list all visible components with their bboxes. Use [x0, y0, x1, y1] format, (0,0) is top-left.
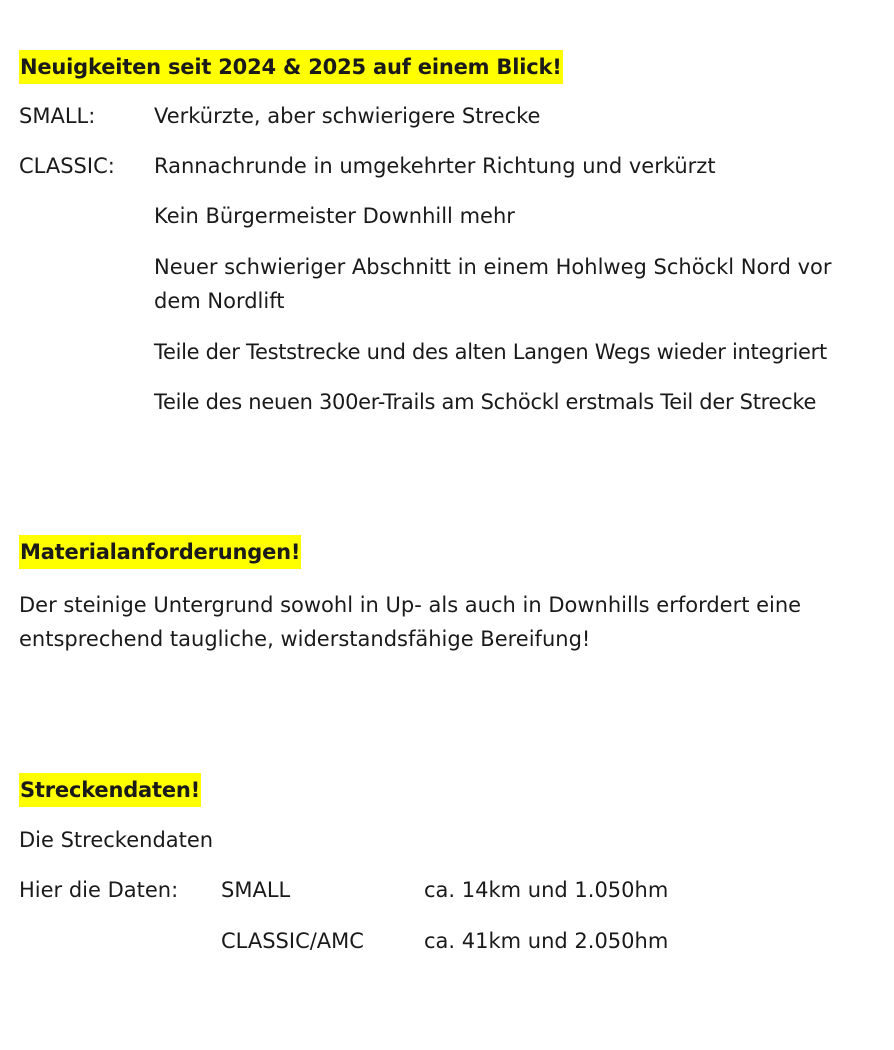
route-value: ca. 14km und 1.050hm	[424, 878, 669, 902]
classic-item: Neuer schwieriger Abschnitt in einem Hohlweg Schöckl Nord vor dem Nordlift	[154, 255, 832, 313]
material-heading: Materialanforderungen!	[19, 535, 301, 569]
route-heading: Streckendaten!	[19, 773, 201, 807]
route-name: SMALL	[221, 878, 291, 902]
route-intro: Die Streckendaten	[19, 828, 214, 852]
news-heading: Neuigkeiten seit 2024 & 2025 auf einem Blick!	[19, 50, 563, 84]
classic-label: CLASSIC:	[19, 154, 115, 178]
small-text: Verkürzte, aber schwierigere Strecke	[154, 104, 541, 128]
classic-item: Teile der Teststrecke und des alten Langen Wegs wieder integriert	[154, 340, 827, 364]
material-text: Der steinige Untergrund sowohl in Up- als auch in Downhills erfordert eine entsprechend taugliche, widerstandsfähige Bereifung!	[19, 593, 802, 651]
classic-item: Kein Bürgermeister Downhill mehr	[154, 204, 515, 228]
data-label: Hier die Daten:	[19, 878, 179, 902]
small-label: SMALL:	[19, 104, 96, 128]
classic-item: Rannachrunde in umgekehrter Richtung und verkürzt	[154, 154, 716, 178]
route-name: CLASSIC/AMC	[221, 929, 364, 953]
route-value: ca. 41km und 2.050hm	[424, 929, 669, 953]
classic-item: Teile des neuen 300er-Trails am Schöckl erstmals Teil der Strecke	[154, 390, 817, 414]
